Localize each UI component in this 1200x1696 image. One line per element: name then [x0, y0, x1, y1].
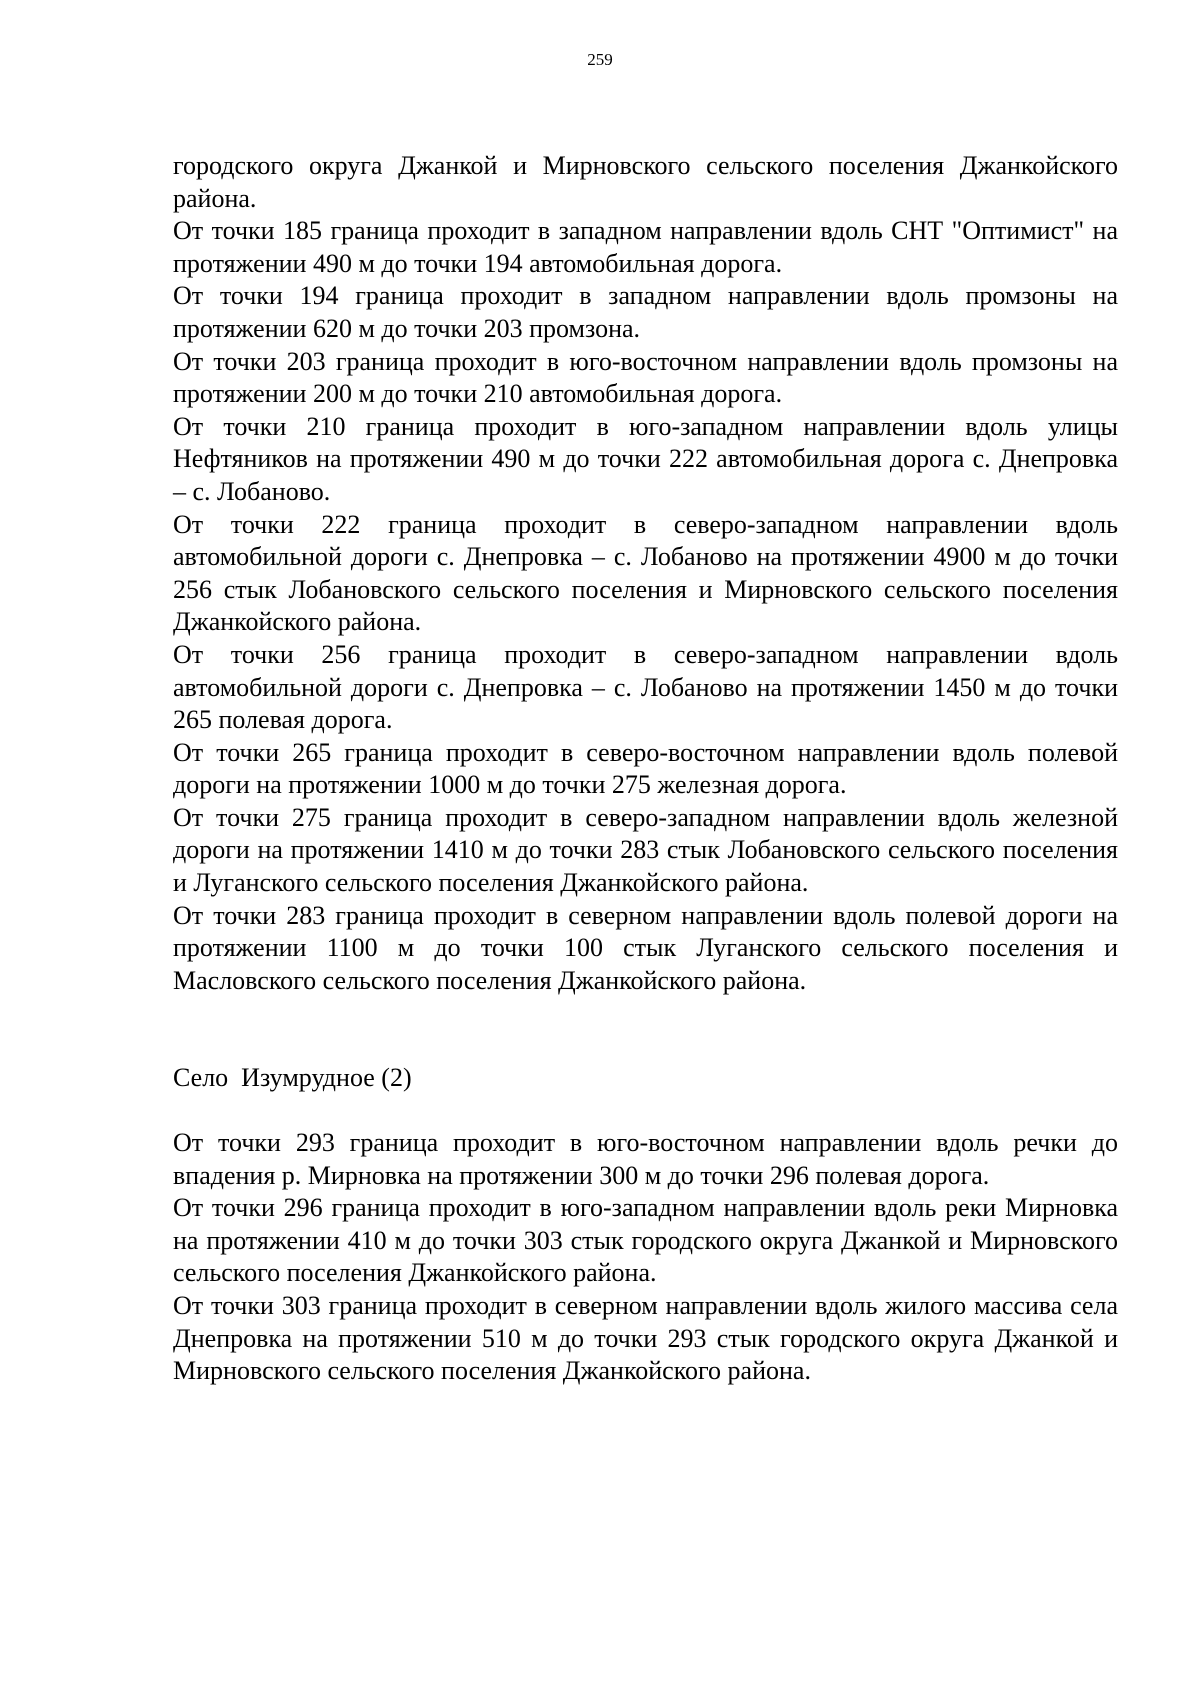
paragraph: От точки 203 граница проходит в юго-восточном направлении вдоль промзоны на протяжении 200 м до точки 210 автомобильная дорога. [173, 346, 1118, 409]
paragraph: От точки 256 граница проходит в северо-западном направлении вдоль автомобильной дороги с. Днепровка – с. Лобаново на протяжении 1450 м до точки 265 полевая дорога. [173, 639, 1118, 735]
boundary-description-section-izumrudnoe [173, 1127, 1118, 1388]
paragraph: От точки 185 граница проходит в западном направлении вдоль СНТ "Оптимист" на протяжении 490 м до точки 194 автомобильная дорога. [173, 216, 1118, 278]
paragraph: От точки 222 граница проходит в северо-западном направлении вдоль автомобильной дороги с. Днепровка – с. Лобаново на протяжении 4900 м до точки 256 стык Лобановского сельского поселения и Мирновского сельского поселения Джанкойского района. [173, 509, 1118, 637]
paragraph: От точки 283 граница проходит в северном направлении вдоль полевой дороги на протяжении 1100 м до точки 100 стык Луганского сельского поселения и Масловского сельского поселения Джанкойского района. [173, 900, 1118, 995]
boundary-description-section [173, 150, 1118, 997]
section-heading: Село Изумрудное (2) [173, 1063, 412, 1092]
paragraph: От точки 296 граница проходит в юго-западном направлении вдоль реки Мирновка на протяжении 410 м до точки 303 стык городского округа Джанкой и Мирновского сельского поселения Джанкойского района. [173, 1193, 1118, 1288]
paragraph: От точки 293 граница проходит в юго-восточном направлении вдоль речки до впадения р. Мирновка на протяжении 300 м до точки 296 полевая дорога. [173, 1128, 1118, 1190]
paragraph: От точки 265 граница проходит в северо-восточном направлении вдоль полевой дороги на протяжении 1000 м до точки 275 железная дорога. [173, 737, 1118, 800]
paragraph: От точки 194 граница проходит в западном направлении вдоль промзоны на протяжении 620 м до точки 203 промзона. [173, 281, 1118, 343]
section-heading-block [173, 1062, 1118, 1095]
paragraph: От точки 275 граница проходит в северо-западном направлении вдоль железной дороги на протяжении 1410 м до точки 283 стык Лобановского сельского поселения и Луганского сельского поселения Джанкойского района. [173, 802, 1118, 898]
paragraph: От точки 210 граница проходит в юго-западном направлении вдоль улицы Нефтяников на протяжении 490 м до точки 222 автомобильная дорога с. Днепровка – с. Лобаново. [173, 411, 1118, 506]
page-number: 259 [587, 50, 613, 69]
paragraph: От точки 303 граница проходит в северном направлении вдоль жилого массива села Днепровка на протяжении 510 м до точки 293 стык городского округа Джанкой и Мирновского сельского поселения Джанкойского района. [173, 1290, 1118, 1386]
paragraph: городского округа Джанкой и Мирновского сельского поселения Джанкойского района. [173, 151, 1118, 213]
